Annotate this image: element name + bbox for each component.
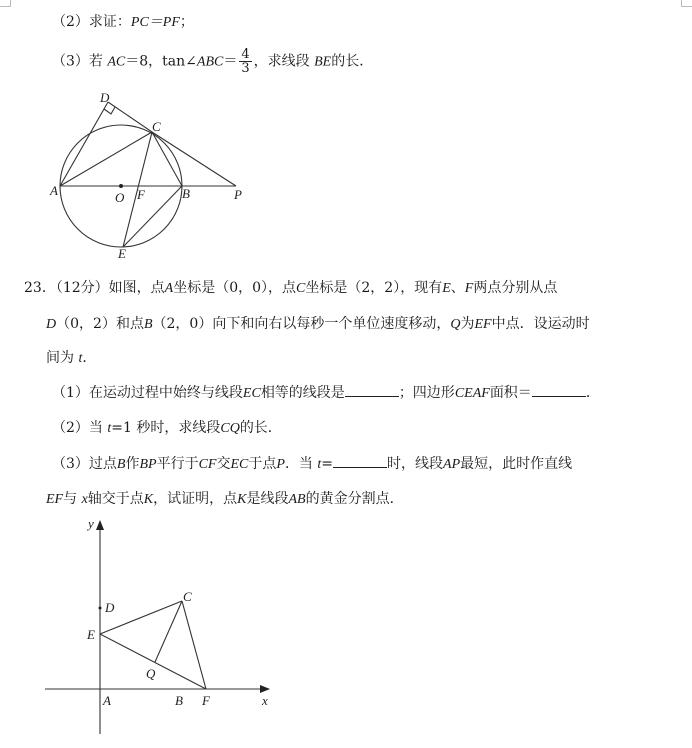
q22-p3-eq2: ＝ [223,53,238,70]
label-C: C [183,589,192,604]
q23-p4-AB: AB [288,492,306,507]
q23-p2-a: （2）当 [52,420,103,436]
q22-part2 [52,11,194,31]
q23-p3-EC: EC [230,457,249,472]
q23-l3-end: ． [82,350,97,366]
q23-p4-EF: EF [46,492,64,507]
answer-blank-3[interactable] [333,455,387,468]
fraction-numerator: 4 [241,47,250,62]
q23-p2-b: =1 秒时，求线段 [111,420,221,436]
q23-p3-d: 交 [216,456,231,472]
q23-p3-i: 最短，此时作直线 [460,456,573,472]
segment-CP [152,132,236,186]
q23-point-E: E [442,281,451,296]
q23-p2-t: t [107,421,112,436]
q23-l3-a: 间为 [46,350,74,366]
q23-p4-c: ，试证明，点 [153,491,238,507]
q23-p3-b: 作 [125,456,140,472]
label-B: B [182,186,190,201]
fraction-denominator: 3 [241,61,250,76]
q23-sep: 、 [450,280,465,296]
q22-p3-ac: AC [107,54,126,70]
q22-p3-be: BE [314,54,332,70]
q22-part3 [52,48,373,75]
q23-p4-x: x [81,492,88,507]
q23-l3-t: t [78,351,83,366]
q23-point-A: A [164,281,174,296]
q22-p3-eq: ＝8，tan∠ [125,53,197,70]
label-y-axis: y [88,516,94,531]
q23-part3-cont [46,488,404,508]
x-axis-arrow [260,685,270,693]
q23-p3-e: 于点 [248,456,277,472]
q22-p2-prefix: （2）求证： [52,14,131,30]
q23-p3-B: B [116,457,126,472]
q23-l1-b: 坐标是（0，0），点 [173,280,297,296]
q23-l1-a: 23．（12分）如图，点 [24,280,165,296]
label-F: F [202,693,210,708]
label-P: P [234,187,242,202]
q22-p3-end: 的长． [331,53,374,70]
q23-p3-CF: CF [198,457,217,472]
q22-p3-suffix: ，求线段 [253,53,310,70]
q23-line2 [46,313,590,333]
q23-p4-a: 与 [63,491,78,507]
segment-DC [108,102,152,132]
label-E: E [118,246,126,260]
label-F: F [137,187,145,202]
q23-p1-b: 相等的线段是 [260,385,345,401]
label-Q: Q [146,666,156,681]
q23-line3 [46,347,96,367]
q23-l2-B: B [143,317,153,332]
label-O: O [115,190,125,205]
q23-l2-Q: Q [450,317,461,332]
segment-CF [182,601,206,689]
q22-circle-figure [40,88,270,260]
q23-p4-d: 是线段 [246,491,289,507]
label-x-axis: x [262,693,268,708]
q23-l2-d: 中点．设运动时 [491,316,590,332]
q23-l1-c: 坐标是（2，2），现有 [305,280,443,296]
q23-l2-EF: EF [474,317,492,332]
q23-p3-AP: AP [443,457,461,472]
q23-p3-a: （3）过点 [52,456,117,472]
label-E: E [87,627,95,642]
label-C: C [152,119,161,134]
label-A: A [103,693,111,708]
q23-coordinate-figure [40,512,280,738]
label-A: A [50,183,58,198]
q23-p4-e: 的黄金分割点． [305,491,404,507]
page-corner-mark-left [0,0,11,7]
q22-fraction [239,48,251,75]
q23-p1-EC: EC [242,386,261,401]
q23-p2-CQ: CQ [220,421,240,436]
q22-p2-suffix: ； [179,14,194,30]
q23-p3-t: t [317,457,322,472]
point-D-dot [99,607,102,610]
q23-p3-g: = [321,456,334,472]
q23-p1-c: ；四边形 [398,385,455,401]
q22-p2-formula: PC＝PF [130,15,180,30]
q23-point-C: C [296,281,306,296]
q23-p1-CEAF: CEAF [454,386,490,401]
q23-l1-d: 两点分别从点 [473,280,558,296]
answer-blank-1[interactable] [345,384,399,397]
answer-blank-2[interactable] [532,384,586,397]
q23-l2-b: （2，0）向下和向右以每秒一个单位速度移动， [152,316,451,332]
q23-p4-b: 轴交于点 [87,491,144,507]
q23-l2-D: D [46,317,57,332]
q23-p4-K: K [143,492,154,507]
page-corner-mark-right [681,0,692,7]
label-D: D [105,600,115,615]
q23-l2-a: （0，2）和点 [56,316,144,332]
q23-part3 [52,453,572,473]
q23-p1-d: 面积＝ [489,385,532,401]
q23-part2 [52,417,282,437]
right-angle-mark [104,107,115,114]
q23-p2-c: 的长． [239,420,282,436]
q23-p3-BP: BP [139,457,157,472]
label-D: D [100,90,110,105]
y-axis-arrow [96,520,104,530]
q23-p1-a: （1）在运动过程中始终与线段 [52,385,243,401]
segment-AD [60,102,108,186]
q23-line1 [24,277,557,297]
q23-p4-K2: K [237,492,247,507]
segment-CB [152,132,182,186]
q22-p3-abc: ABC [196,54,224,70]
q23-p3-P: P [276,457,285,472]
q23-p3-h: 时，线段 [387,456,444,472]
segment-AC [60,132,152,186]
q23-part1 [52,382,600,402]
q23-point-F: F [464,281,474,296]
q23-l2-c: 为 [460,316,475,332]
center-point-O [119,184,123,188]
q23-p3-c: 平行于 [156,456,199,472]
q22-p3-prefix: （3）若 [52,53,103,70]
q23-p1-e: ． [585,385,600,401]
q23-p3-f: ．当 [284,456,313,472]
label-B: B [175,693,183,708]
